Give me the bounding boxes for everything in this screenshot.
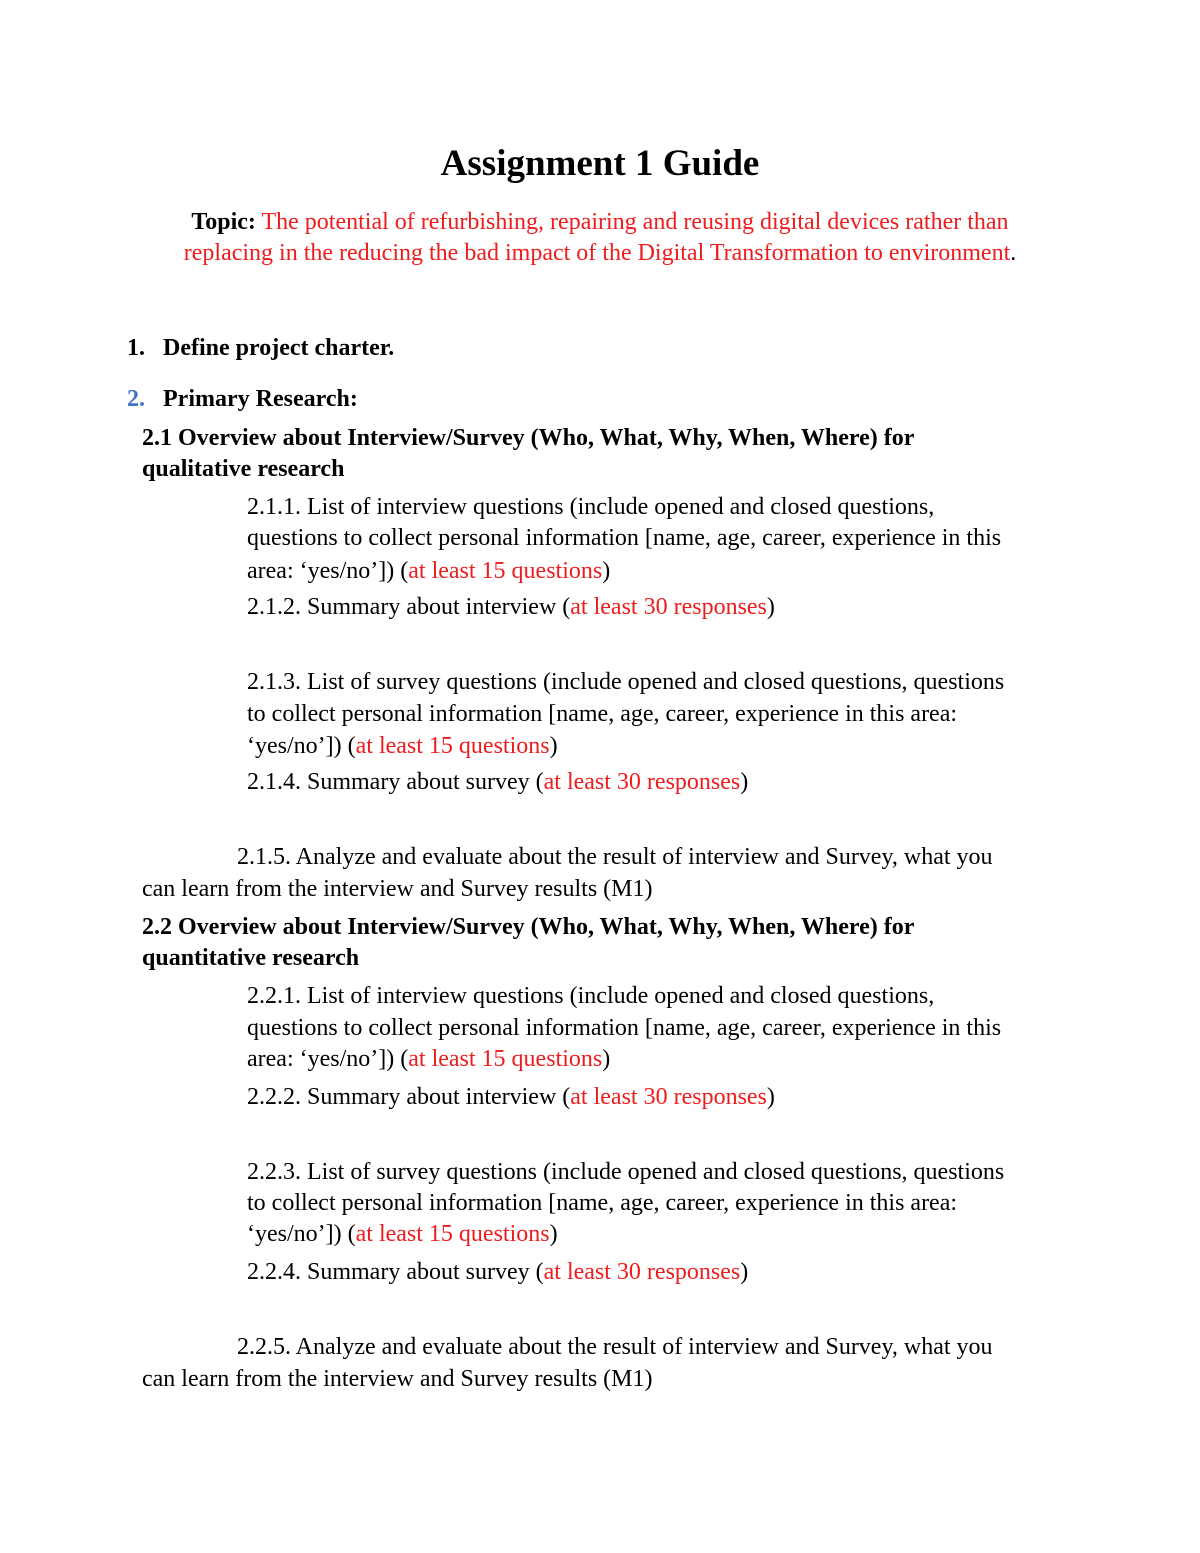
requirement: at least 15 questions bbox=[408, 1046, 603, 1072]
text: 2.2.2. Summary about interview ( bbox=[247, 1084, 571, 1110]
item-2-1-4 bbox=[247, 768, 748, 796]
topic-text: The potential of refurbishing, repairing and reusing digital devices rather than bbox=[261, 209, 1009, 235]
item-2-2-3: to collect personal information [name, age, career, experience in this area: bbox=[247, 1190, 958, 1216]
topic-line-1 bbox=[0, 208, 1200, 236]
item-2-2-4 bbox=[247, 1258, 748, 1286]
item-2-2-2 bbox=[247, 1083, 775, 1111]
text: area: ‘yes/no’]) ( bbox=[247, 1046, 409, 1072]
list-number: 1. bbox=[127, 335, 145, 361]
item-2-1-3 bbox=[247, 732, 558, 760]
text: 2.1.4. Summary about survey ( bbox=[247, 769, 544, 795]
item-2-2-3: 2.2.3. List of survey questions (include opened and closed questions, questions bbox=[247, 1159, 1005, 1185]
item-2-2-5: 2.2.5. Analyze and evaluate about the result of interview and Survey, what you bbox=[237, 1334, 993, 1360]
item-2-1-5: 2.1.5. Analyze and evaluate about the result of interview and Survey, what you bbox=[237, 844, 993, 870]
item-2-1-1 bbox=[247, 557, 610, 585]
section-heading-2-1: qualitative research bbox=[142, 456, 345, 482]
section-heading-2-2: 2.2 Overview about Interview/Survey (Who, What, Why, When, Where) for bbox=[142, 914, 915, 940]
topic-label: Topic: bbox=[191, 209, 256, 235]
requirement: at least 30 responses bbox=[570, 594, 767, 620]
list-item-define-charter: Define project charter. bbox=[163, 335, 395, 361]
requirement: at least 15 questions bbox=[355, 1221, 550, 1247]
item-2-1-3: to collect personal information [name, age, career, experience in this area: bbox=[247, 701, 958, 727]
text: 2.1.2. Summary about interview ( bbox=[247, 594, 571, 620]
item-2-1-2 bbox=[247, 593, 775, 621]
text: ) bbox=[549, 733, 558, 759]
list-number: 2. bbox=[127, 386, 145, 412]
text: ) bbox=[602, 558, 611, 584]
requirement: at least 30 responses bbox=[543, 769, 741, 795]
item-2-1-1: questions to collect personal information [name, age, career, experience in this bbox=[247, 525, 1002, 551]
section-heading-2-2: quantitative research bbox=[142, 945, 360, 971]
item-2-1-1: 2.1.1. List of interview questions (include opened and closed questions, bbox=[247, 494, 935, 520]
text: ) bbox=[740, 1259, 749, 1285]
text: ‘yes/no’]) ( bbox=[247, 1221, 356, 1247]
requirement: at least 15 questions bbox=[408, 558, 603, 584]
text: ) bbox=[602, 1046, 611, 1072]
item-2-2-1: questions to collect personal information [name, age, career, experience in this bbox=[247, 1015, 1002, 1041]
text: area: ‘yes/no’]) ( bbox=[247, 558, 409, 584]
text: ) bbox=[549, 1221, 558, 1247]
topic-text: replacing in the reducing the bad impact of the Digital Transformation to environment bbox=[183, 240, 1011, 266]
text: ) bbox=[766, 594, 775, 620]
section-heading-2-1: 2.1 Overview about Interview/Survey (Who, What, Why, When, Where) for bbox=[142, 425, 915, 451]
requirement: at least 30 responses bbox=[570, 1084, 767, 1110]
topic-end: . bbox=[1010, 240, 1017, 266]
list-item-primary-research: Primary Research: bbox=[163, 386, 358, 412]
item-2-2-1 bbox=[247, 1045, 610, 1073]
text: ) bbox=[766, 1084, 775, 1110]
item-2-1-5: can learn from the interview and Survey results (M1) bbox=[142, 876, 653, 902]
item-2-2-1: 2.2.1. List of interview questions (include opened and closed questions, bbox=[247, 983, 935, 1009]
page-title: Assignment 1 Guide bbox=[440, 143, 760, 184]
item-2-2-3 bbox=[247, 1220, 558, 1248]
topic-line-2 bbox=[0, 239, 1200, 267]
requirement: at least 30 responses bbox=[543, 1259, 741, 1285]
item-2-1-3: 2.1.3. List of survey questions (include opened and closed questions, questions bbox=[247, 669, 1005, 695]
text: ) bbox=[740, 769, 749, 795]
text: ‘yes/no’]) ( bbox=[247, 733, 356, 759]
item-2-2-5: can learn from the interview and Survey results (M1) bbox=[142, 1366, 653, 1392]
text: 2.2.4. Summary about survey ( bbox=[247, 1259, 544, 1285]
requirement: at least 15 questions bbox=[355, 733, 550, 759]
